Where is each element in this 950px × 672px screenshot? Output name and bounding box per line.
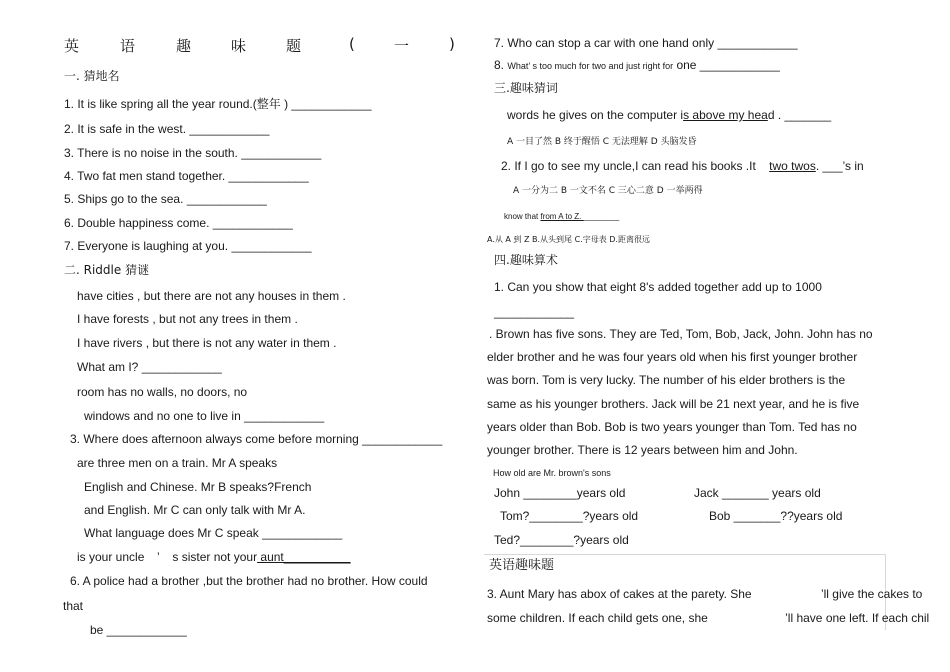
paragraph-text: ll have one left. If each chil: [787, 611, 930, 625]
answer-line: Tom?________?years old: [500, 509, 639, 523]
riddle-line: have cities , but there are not any houses in them .: [77, 289, 346, 303]
section-heading-words: 三.趣味猜词: [494, 81, 558, 95]
question-number: 8.: [494, 58, 505, 72]
title-char: 题: [286, 37, 302, 55]
riddle-text: s sister not your: [172, 550, 258, 564]
math-question: 1. Can you show that eight 8's added together add up to 1000: [494, 280, 822, 294]
divider: [484, 554, 886, 555]
word-question: [501, 159, 864, 173]
underlined-phrase: s above my hea: [683, 108, 768, 122]
answer-line: Bob _______??years old: [709, 509, 843, 523]
riddle-line: that: [63, 599, 84, 613]
riddle-line: windows and no one to live in ____________: [84, 409, 325, 423]
riddle-line: English and Chinese. Mr B speaks?French: [84, 480, 312, 494]
paragraph-text: some children. If each child gets one, she: [487, 611, 708, 625]
riddle-line: room has no walls, no doors, no: [77, 385, 248, 399]
title-char: 一: [394, 37, 410, 55]
title-char: 语: [120, 37, 136, 55]
section-title: 英语趣味题: [489, 558, 555, 573]
question-line: 3. There is no noise in the south. ____________: [64, 146, 322, 160]
section-heading-math: 四.趣味算术: [494, 253, 558, 267]
section-heading-riddle: 二. Riddle 猜谜: [64, 263, 150, 277]
question-line: 7. Everyone is laughing at you. ____________: [64, 239, 312, 253]
question-text: 2. If I go to see my uncle,I can read his books .It: [501, 159, 756, 173]
answer-underlined: aunt__________: [257, 550, 351, 564]
question-text: . ___’s in: [815, 159, 864, 173]
question-line: 5. Ships go to the sea. ____________: [64, 192, 267, 206]
paragraph-text: ll give the cakes to: [823, 587, 923, 601]
title-char: 味: [231, 37, 247, 55]
question-line: 2. It is safe in the west. ____________: [64, 122, 270, 136]
paragraph-line: years older than Bob. Bob is two years younger than Tom. Ted has no: [487, 420, 857, 434]
word-question: [507, 108, 831, 122]
question-line: 6. Double happiness come. ____________: [64, 216, 293, 230]
riddle-line: What am I? ____________: [77, 360, 222, 374]
option-line: A.从 A 到 Z B.从头到尾 C.字母表 D.距离很远: [487, 235, 650, 244]
riddle-line: and English. Mr C can only talk with Mr A.: [84, 503, 306, 517]
title-char: ): [449, 35, 455, 53]
question-text: words he gives on the computer i: [507, 108, 684, 122]
apostrophe: ’: [785, 611, 788, 625]
paragraph-text: 3. Aunt Mary has abox of cakes at the parety. She: [487, 587, 752, 601]
underlined-phrase: two twos: [769, 159, 816, 173]
underlined-phrase: from A to Z.: [540, 212, 584, 221]
question-text: know that: [504, 212, 541, 221]
answer-line: Jack _______ years old: [694, 486, 821, 500]
question-answer: one ____________: [676, 58, 780, 72]
paragraph-line: younger brother. There is 12 years between him and John.: [487, 443, 798, 457]
question-text: ________: [583, 212, 620, 221]
paragraph-line: was born. Tom is very lucky. The number of his elder brothers is the: [487, 373, 846, 387]
question-line: 7. Who can stop a car with one hand only ____________: [494, 36, 798, 50]
answer-blank: ____________: [494, 305, 575, 319]
riddle-line: What language does Mr C speak ____________: [84, 526, 343, 540]
paragraph-line: How old are Mr. brown's sons: [493, 468, 611, 478]
options-text: A 一目了然 B 终于醒悟 C 无法理解 D 头脑发昏: [507, 137, 697, 147]
apostrophe: ’: [157, 550, 160, 564]
paragraph-line: elder brother and he was four years old when his first younger brother: [487, 350, 858, 364]
riddle-line: 3. Where does afternoon always come before morning ____________: [70, 432, 443, 446]
title-char: 英: [64, 37, 80, 55]
option-line: [507, 133, 697, 149]
apostrophe: ’: [820, 587, 824, 601]
paragraph-line: . Brown has five sons. They are Ted, Tom, Bob, Jack, John. John has no: [489, 327, 873, 341]
riddle-line: I have rivers , but there is not any water in them .: [77, 336, 337, 350]
riddle-line: be ____________: [90, 623, 187, 637]
title-char: (: [349, 35, 355, 53]
title-char: 趣: [176, 37, 192, 55]
option-line: [513, 182, 703, 198]
riddle-line: [77, 550, 351, 564]
riddle-line: I have forests , but not any trees in them .: [77, 312, 298, 326]
question-line: 4. Two fat men stand together. ____________: [64, 169, 309, 183]
riddle-line: 6. A police had a brother ,but the brother had no brother. How could: [70, 574, 428, 588]
question-text: d . _______: [767, 108, 832, 122]
word-question: [504, 210, 619, 224]
paragraph-line: [487, 587, 922, 601]
paragraph-line: [487, 611, 929, 625]
question-text: What’ s too much for two and just right for: [507, 61, 674, 71]
question-line: [494, 58, 780, 73]
riddle-text: is your uncle: [77, 550, 145, 564]
riddle-line: are three men on a train. Mr A speaks: [77, 456, 278, 470]
answer-line: John ________years old: [494, 486, 626, 500]
question-line: 1. It is like spring all the year round.(整年 ) ____________: [64, 97, 372, 111]
answer-line: Ted?________?years old: [494, 533, 629, 547]
section-heading-places: 一. 猜地名: [64, 69, 120, 83]
options-text: A 一分为二 B 一文不名 C 三心二意 D 一举两得: [513, 186, 703, 196]
paragraph-line: same as his younger brothers. Jack will be 21 next year, and he is five: [487, 397, 860, 411]
